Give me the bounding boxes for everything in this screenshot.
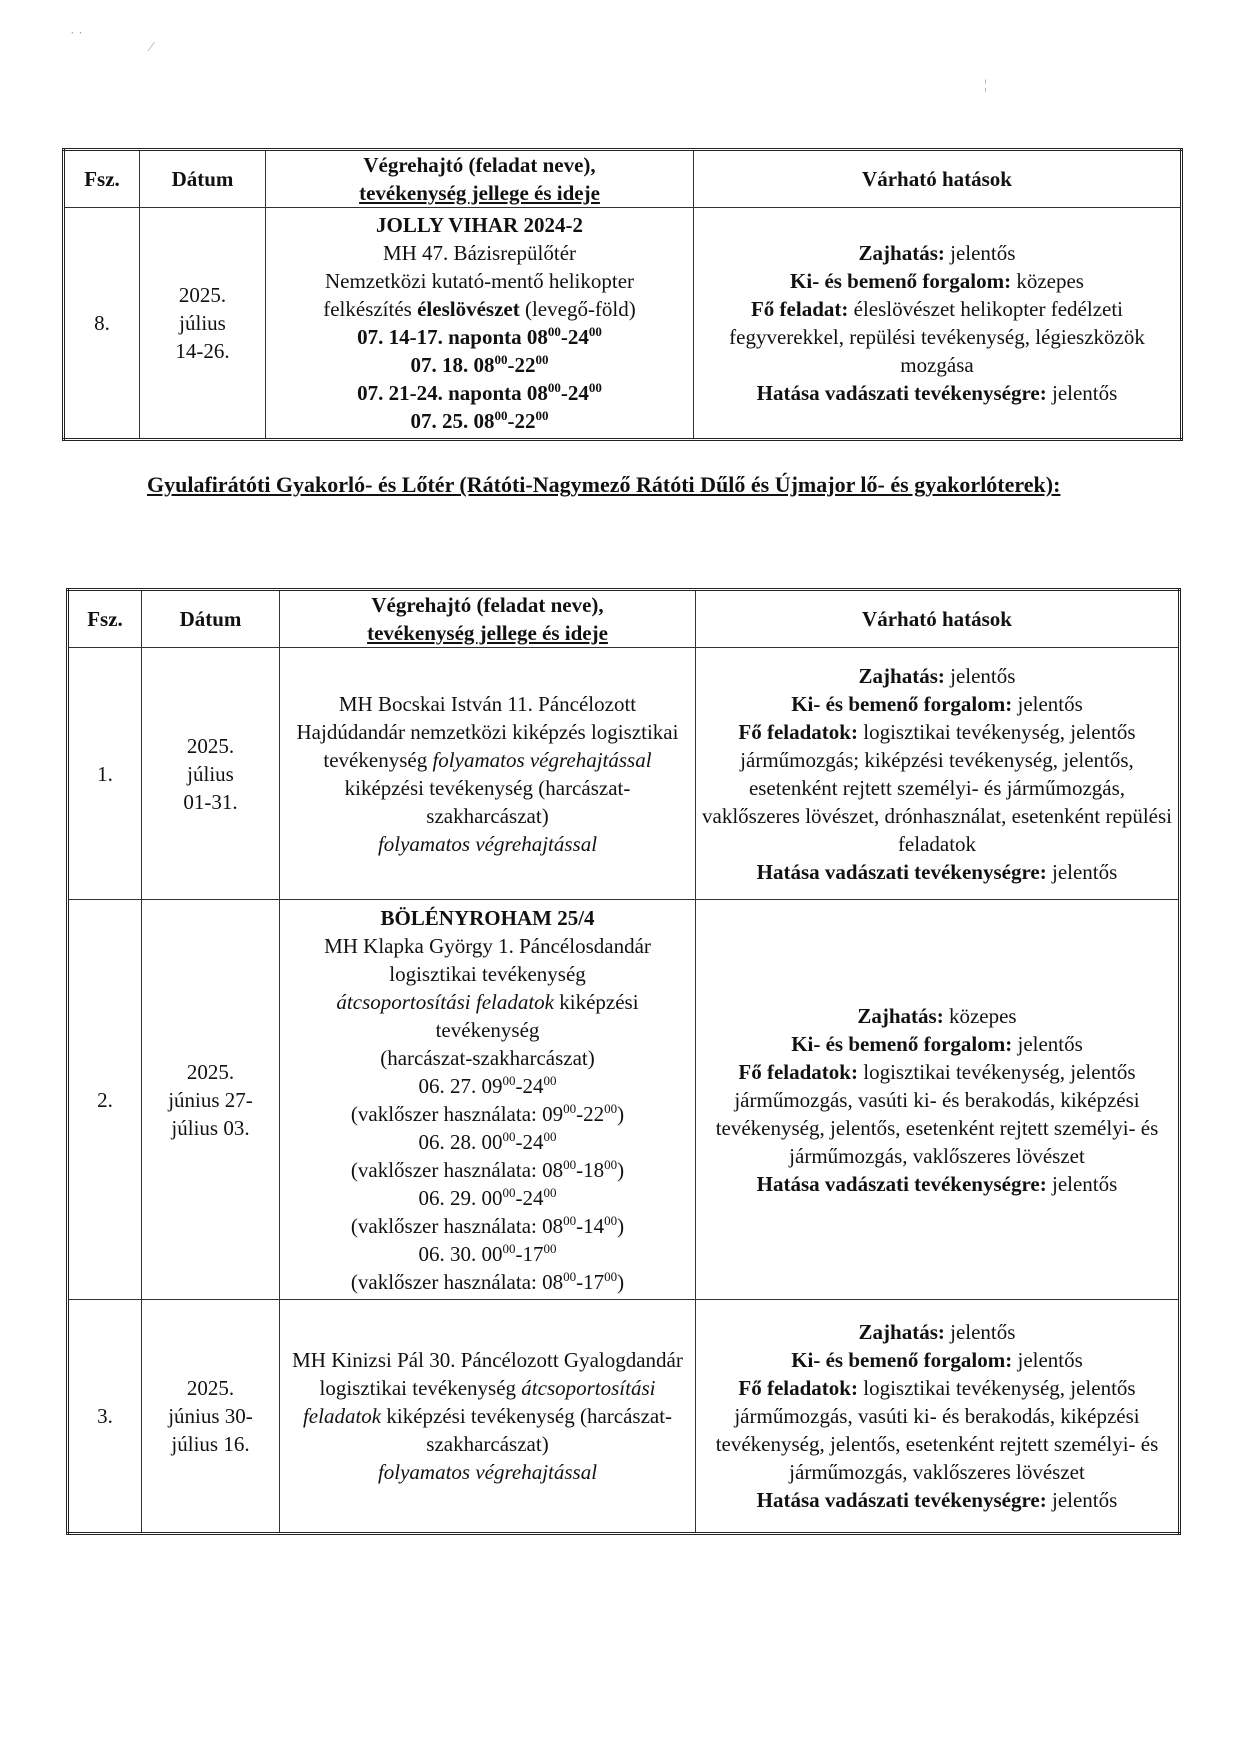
time-line: 06. 29. $00^{00}-24^{00}$ <box>418 1184 557 1210</box>
row-date <box>142 1300 280 1534</box>
time-line: 06. 30. $00^{00}-17^{00}$ <box>418 1240 557 1266</box>
time-line: 06. 28. $00^{00}-24^{00}$ <box>418 1128 557 1154</box>
date-line: július <box>187 761 234 786</box>
date-line: 01-31. <box>183 789 238 814</box>
blank-ammo-line: (vaklőszer használata: $08^{00}-17^{00}$) <box>350 1268 625 1294</box>
header-executor-line1: Végrehajtó (feladat neve), <box>363 153 596 177</box>
row-date <box>142 900 280 1300</box>
date-line: július 03. <box>171 1115 250 1140</box>
date-line: június 30- <box>168 1404 253 1428</box>
table-header-row <box>68 590 1180 648</box>
schedule-table-2 <box>66 588 1181 1535</box>
header-executor-line1: Végrehajtó (feladat neve), <box>371 593 604 617</box>
date-line: 14-26. <box>175 339 230 363</box>
executor-text: MH Bocskai István 11. Páncélozott Hajdúdandár nemzetközi kiképzés logisztikai tevékenység folyamatos végrehajtással kiképzési tevékenység (harcászat-szakharcászat) <box>296 691 679 828</box>
row-effects <box>694 208 1182 440</box>
noise-effect: Zajhatás: közepes <box>857 1003 1017 1028</box>
row-effects <box>696 900 1180 1300</box>
date-line: 2025. <box>186 1059 235 1084</box>
table-row <box>68 648 1180 900</box>
task-effect: Fő feladatok: logisztikai tevékenység, jelentős járműmozgás; kiképzési tevékenység, jelentős, esetenként rejtett személyi- és járműmozgás, vaklőszeres lövészet, drónhasználat, esetenként repülési feladatok <box>702 719 1172 856</box>
header-executor-line2: tevékenység jellege és ideje <box>367 621 608 645</box>
date-line: július <box>179 311 226 335</box>
row-num: 8. <box>64 208 140 440</box>
header-date: Dátum <box>142 590 280 648</box>
time-line: 07. 25. $08^{00}-22^{00}$ <box>410 408 549 433</box>
header-executor <box>266 150 694 208</box>
scan-artifact: ¦ <box>984 78 987 93</box>
header-executor-line2: tevékenység jellege és ideje <box>359 181 600 205</box>
executor-text: (harcászat-szakharcászat) <box>380 1045 595 1070</box>
row-executor <box>280 900 696 1300</box>
noise-effect: Zajhatás: jelentős <box>858 663 1016 688</box>
row-num: 2. <box>68 900 142 1300</box>
hunting-effect: Hatása vadászati tevékenységre: jelentős <box>756 859 1118 884</box>
table-header-row <box>64 150 1182 208</box>
row-date <box>140 208 266 440</box>
row-effects <box>696 648 1180 900</box>
task-effect: Fő feladatok: logisztikai tevékenység, jelentős járműmozgás, vasúti ki- és berakodás, kiképzési tevékenység, jelentős, esetenként rejtett személyi- és járműmozgás, vaklőszeres lövészet <box>715 1059 1159 1168</box>
header-executor <box>280 590 696 648</box>
table-row <box>68 900 1180 1300</box>
row-num: 1. <box>68 648 142 900</box>
row-executor <box>280 648 696 900</box>
section-title: Gyulafirátóti Gyakorló- és Lőtér (Rátóti-Nagymező Rátóti Dűlő és Újmajor lő- és gyakorlóterek): <box>147 472 1061 497</box>
task-effect: Fő feladatok: logisztikai tevékenység, jelentős járműmozgás, vasúti ki- és berakodás, kiképzési tevékenység, jelentős, esetenként rejtett személyi- és járműmozgás, vaklőszeres lövészet <box>715 1376 1159 1484</box>
header-effects: Várható hatások <box>696 590 1180 648</box>
row-effects <box>696 1300 1180 1534</box>
row-num: 3. <box>68 1300 142 1534</box>
task-effect: Fő feladat: éleslövészet helikopter fedélzeti fegyverekkel, repülési tevékenység, légieszközök mozgása <box>729 297 1145 377</box>
traffic-effect: Ki- és bemenő forgalom: közepes <box>790 269 1084 293</box>
scan-artifact: ⁄ <box>150 40 153 55</box>
blank-ammo-line: (vaklőszer használata: $08^{00}-14^{00}$) <box>350 1212 625 1238</box>
hunting-effect: Hatása vadászati tevékenységre: jelentős <box>756 381 1118 405</box>
date-line: július 16. <box>171 1432 250 1456</box>
time-line: 07. 14-17. naponta $08^{00}-24^{00}$ <box>357 324 602 349</box>
header-num: Fsz. <box>64 150 140 208</box>
row-executor <box>280 1300 696 1534</box>
row-executor <box>266 208 694 440</box>
exercise-name: BÖLÉNYROHAM 25/4 <box>380 905 595 930</box>
header-effects: Várható hatások <box>694 150 1182 208</box>
schedule-table-1 <box>62 148 1183 441</box>
executor-line: Nemzetközi kutató-mentő helikopter <box>324 269 635 293</box>
executor-line: MH 47. Bázisrepülőtér <box>382 241 577 265</box>
traffic-effect: Ki- és bemenő forgalom: jelentős <box>791 691 1083 716</box>
date-line: 2025. <box>178 283 227 307</box>
executor-note: folyamatos végrehajtással <box>377 1460 598 1484</box>
time-line: 07. 18. $08^{00}-22^{00}$ <box>410 352 549 377</box>
date-line: 2025. <box>186 1376 235 1400</box>
traffic-effect: Ki- és bemenő forgalom: jelentős <box>791 1031 1083 1056</box>
executor-note: folyamatos végrehajtással <box>377 831 598 856</box>
noise-effect: Zajhatás: jelentős <box>858 241 1016 265</box>
date-line: június 27- <box>168 1087 253 1112</box>
exercise-name: JOLLY VIHAR 2024-2 <box>376 213 583 237</box>
header-num: Fsz. <box>68 590 142 648</box>
table-row <box>68 1300 1180 1534</box>
executor-text: MH Kinizsi Pál 30. Páncélozott Gyalogdandár logisztikai tevékenység átcsoportosítási feladatok kiképzési tevékenység (harcászat-szakharcászat) <box>292 1348 683 1456</box>
blank-ammo-line: (vaklőszer használata: $08^{00}-18^{00}$) <box>350 1156 625 1182</box>
hunting-effect: Hatása vadászati tevékenységre: jelentős <box>756 1488 1118 1512</box>
scan-artifact: ˙ ˙ <box>70 30 83 45</box>
executor-text: átcsoportosítási feladatok kiképzési tevékenység <box>336 989 639 1042</box>
header-date: Dátum <box>140 150 266 208</box>
executor-line: felkészítés éleslövészet (levegő-föld) <box>323 297 636 321</box>
noise-effect: Zajhatás: jelentős <box>858 1320 1016 1344</box>
hunting-effect: Hatása vadászati tevékenységre: jelentős <box>756 1171 1118 1196</box>
time-line: 07. 21-24. naponta $08^{00}-24^{00}$ <box>357 380 602 405</box>
table-row <box>64 208 1182 440</box>
row-date <box>142 648 280 900</box>
traffic-effect: Ki- és bemenő forgalom: jelentős <box>791 1348 1083 1372</box>
executor-text: MH Klapka György 1. Páncélosdandár logisztikai tevékenység <box>324 933 651 986</box>
time-line: 06. 27. $09^{00}-24^{00}$ <box>418 1072 557 1098</box>
date-line: 2025. <box>186 733 235 758</box>
blank-ammo-line: (vaklőszer használata: $09^{00}-22^{00}$) <box>350 1100 625 1126</box>
